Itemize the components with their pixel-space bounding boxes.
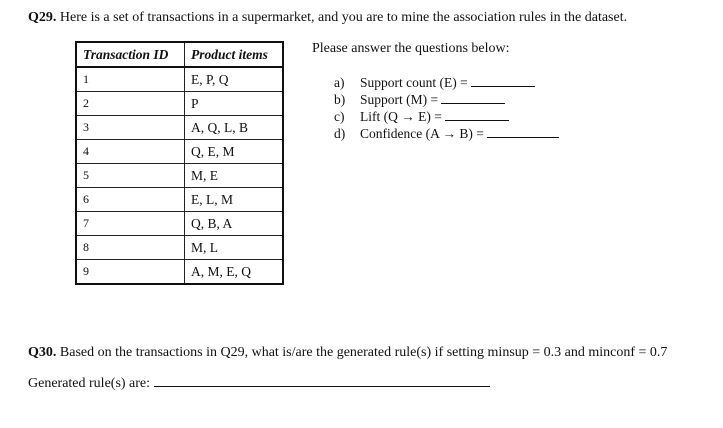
q29-heading bbox=[28, 10, 627, 26]
answer-blank-d[interactable] bbox=[487, 126, 559, 138]
transaction-id-cell: 3 bbox=[76, 116, 185, 140]
question-text: Support count (E) = bbox=[360, 75, 468, 90]
product-items-cell: M, L bbox=[185, 236, 284, 260]
questions-prompt: Please answer the questions below: bbox=[312, 41, 510, 56]
question-list bbox=[334, 74, 559, 142]
header-product-items: Product items bbox=[185, 42, 284, 67]
question-text: Lift (Q → E) = bbox=[360, 109, 442, 124]
question-text: Confidence (A → B) = bbox=[360, 126, 484, 141]
product-items-cell: E, L, M bbox=[185, 188, 284, 212]
product-items-cell: A, M, E, Q bbox=[185, 260, 284, 285]
table-row bbox=[76, 164, 283, 188]
table-row bbox=[76, 92, 283, 116]
generated-rules-blank[interactable] bbox=[154, 374, 490, 387]
q30-text: Based on the transactions in Q29, what is/are the generated rule(s) if setting minsup = 0.3 and minconf = 0.7 bbox=[56, 345, 668, 360]
q29-number: Q29. bbox=[28, 10, 57, 25]
generated-rules-line bbox=[28, 374, 490, 392]
transaction-id-cell: 1 bbox=[76, 67, 185, 92]
generated-rules-label: Generated rule(s) are: bbox=[28, 376, 151, 391]
product-items-cell: Q, B, A bbox=[185, 212, 284, 236]
table-row bbox=[76, 212, 283, 236]
product-items-cell: Q, E, M bbox=[185, 140, 284, 164]
transactions-table bbox=[75, 41, 284, 285]
answer-blank-b[interactable] bbox=[441, 92, 505, 104]
transaction-id-cell: 7 bbox=[76, 212, 185, 236]
question-letter: c) bbox=[334, 109, 345, 124]
product-items-cell: E, P, Q bbox=[185, 67, 284, 92]
question-d bbox=[334, 125, 559, 142]
transaction-id-cell: 9 bbox=[76, 260, 185, 285]
question-letter: b) bbox=[334, 92, 346, 107]
transaction-id-cell: 5 bbox=[76, 164, 185, 188]
table-row bbox=[76, 116, 283, 140]
transaction-id-cell: 8 bbox=[76, 236, 185, 260]
question-text: Support (M) = bbox=[360, 92, 439, 107]
table-row bbox=[76, 188, 283, 212]
table-row bbox=[76, 236, 283, 260]
table-row bbox=[76, 140, 283, 164]
question-letter: a) bbox=[334, 75, 345, 90]
question-a bbox=[334, 74, 559, 91]
q29-text: Here is a set of transactions in a supermarket, and you are to mine the association rules in the dataset. bbox=[56, 10, 628, 25]
question-b bbox=[334, 91, 559, 108]
transaction-id-cell: 6 bbox=[76, 188, 185, 212]
q30-number: Q30. bbox=[28, 345, 57, 360]
transaction-id-cell: 4 bbox=[76, 140, 185, 164]
product-items-cell: M, E bbox=[185, 164, 284, 188]
answer-blank-a[interactable] bbox=[471, 75, 535, 87]
q30-heading bbox=[28, 345, 667, 361]
product-items-cell: A, Q, L, B bbox=[185, 116, 284, 140]
question-letter: d) bbox=[334, 126, 346, 141]
table-header-row bbox=[76, 42, 283, 67]
transaction-id-cell: 2 bbox=[76, 92, 185, 116]
answer-blank-c[interactable] bbox=[445, 109, 509, 121]
product-items-cell: P bbox=[185, 92, 284, 116]
table-row bbox=[76, 260, 283, 285]
table-row bbox=[76, 67, 283, 92]
header-transaction-id: Transaction ID bbox=[76, 42, 185, 67]
question-c bbox=[334, 108, 559, 125]
